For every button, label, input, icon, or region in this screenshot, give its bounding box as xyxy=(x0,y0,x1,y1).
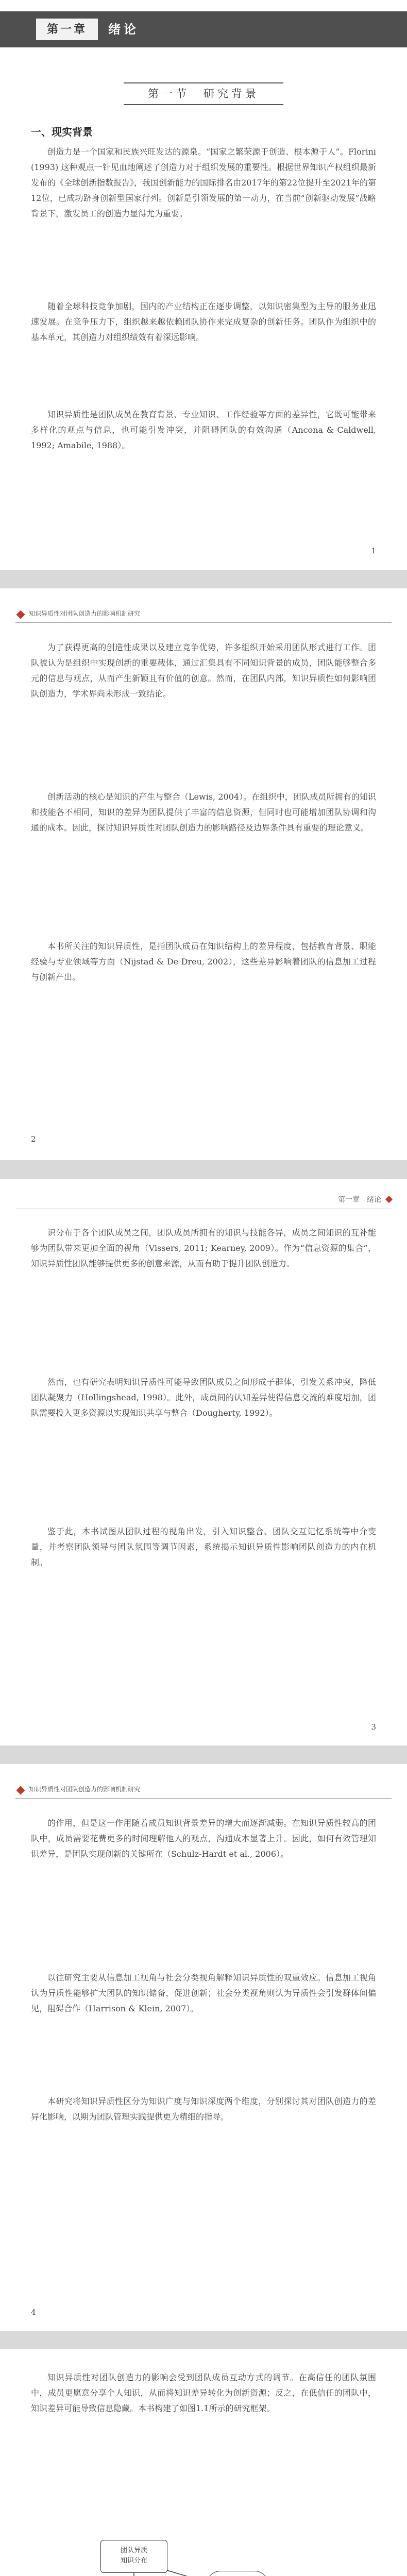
chapter-title: 绪论 xyxy=(108,22,139,37)
paragraph: 创造力是一个国家和民族兴旺发达的源泉。“国家之繁荣源于创造、根本源于人”。Florini (1993) 这种观点一针见血地阐述了创造力对于组织发展的重要性。根据世界知识产权组织最新发布的《全球创新指数报告》，我国创新能力的国际排名由2017年的第22位提升至2021年的第12位，已成功跻身创新型国家行列。创新是引领发展的第一动力，在当前“创新驱动发展”战略背景下，激发员工的创造力显得尤为重要。 xyxy=(31,147,376,218)
paragraph: 鉴于此，本书试图从团队过程的视角出发，引入知识整合、团队交互记忆系统等中介变量，并考察团队领导与团队氛围等调节因素，系统揭示知识异质性影响团队创造力的内在机制。 xyxy=(31,1527,376,1567)
page-4 xyxy=(0,1764,407,2331)
page-separator xyxy=(0,1745,407,1764)
paragraph: 的作用，但是这一作用随着成员知识背景差异的增大而逐渐减弱。在知识异质性较高的团队中，成员需要花费更多的时间理解他人的观点，沟通成本显著上升。因此，如何有效管理知识差异，是团队实现创新的关键所在（Schulz-Hardt et al., 2006）。 xyxy=(31,1818,376,1859)
subheading: 一、现实背景 xyxy=(31,126,93,138)
page-5 xyxy=(0,2349,407,2576)
paragraph: 以往研究主要从信息加工视角与社会分类视角解释知识异质性的双重效应。信息加工视角认为异质性能够扩大团队的知识储备，促进创新；社会分类视角则认为异质性会引发群体间偏见，阻碍合作（Harrison & Klein, 2007）。 xyxy=(31,1973,376,2013)
diagram-node-distribution: 团队异质 知识分布 xyxy=(100,2540,167,2573)
chapter-banner xyxy=(0,11,407,47)
concept-diagram-lines xyxy=(0,2504,407,2576)
paragraph: 识分布于各个团队成员之间，团队成员所拥有的知识与技能各异，成员之间知识的互补能够为团队带来更加全面的视角（Vissers, 2011; Kearney, 2009）。作为“信息资源的集合”，知识异质性团队能够提供更多的创意来源，从而有助于提升团队创造力。 xyxy=(31,1228,376,1268)
paragraph: 创新活动的核心是知识的产生与整合（Lewis, 2004）。在组织中，团队成员所拥有的知识和技能各不相同，知识的差异为团队提供了丰富的信息资源，但同时也可能增加团队协调和沟通的成本。因此，探讨知识异质性对团队创造力的影响路径及边界条件具有重要的理论意义。 xyxy=(31,792,376,833)
diamond-icon xyxy=(16,1786,25,1795)
page-number: 3 xyxy=(371,1722,376,1732)
paragraph: 随着全球科技竞争加剧，国内的产业结构正在逐步调整，以知识密集型为主导的服务业迅速发展。在竞争压力下，组织越来越依赖团队协作来完成复杂的创新任务。团队作为组织中的基本单元，其创造力对组织绩效有着深远影响。 xyxy=(31,301,376,342)
paragraph: 知识异质性是团队成员在教育背景、专业知识、工作经验等方面的差异性，它既可能带来多样化的观点与信息，也可能引发冲突，并阻碍团队的有效沟通（Ancona & Caldwell, 1992; Amabile, 1988）。 xyxy=(31,410,376,450)
diamond-icon xyxy=(16,611,25,619)
diamond-icon xyxy=(385,1196,393,1203)
paragraph: 然而，也有研究表明知识异质性可能导致团队成员之间形成子群体，引发关系冲突，降低团队凝聚力（Hollingshead, 1998）。此外，成员间的认知差异使得信息交流的难度增加，团队需要投入更多资源以实现知识共享与整合（Dougherty, 1992）。 xyxy=(31,1377,376,1418)
paragraph: 本书所关注的知识异质性，是指团队成员在知识结构上的差异程度，包括教育背景、职能经验与专业领域等方面（Nijstad & De Dreu, 2002），这些差异影响着团队的信息加工过程与创新产出。 xyxy=(31,941,376,982)
page-separator xyxy=(0,1160,407,1179)
paragraph: 为了获得更高的创造性成果以及建立竞争优势，许多组织开始采用团队形式进行工作。团队被认为是组织中实现创新的重要载体，通过汇集具有不同知识背景的成员，团队能够整合多元的信息与观点，从而产生新颖且有价值的创意。然而，在团队内部，知识异质性如何影响团队创造力，学术界尚未形成一致结论。 xyxy=(31,642,376,699)
page-separator xyxy=(0,2331,407,2349)
paragraph: 本研究将知识异质性区分为知识广度与知识深度两个维度，分别探讨其对团队创造力的差异化影响，以期为团队管理实践提供更为精细的指导。 xyxy=(31,2096,376,2122)
page-3 xyxy=(0,1179,407,1745)
page-separator xyxy=(0,570,407,588)
page-number: 2 xyxy=(31,1134,36,1144)
page-number: 4 xyxy=(31,2308,36,2317)
page-1 xyxy=(0,0,407,570)
running-header: 知识异质性对团队创造力的影响机制研究 xyxy=(15,609,392,623)
page-2 xyxy=(0,588,407,1160)
running-header-right: 第一章 绪论 xyxy=(338,1194,392,1205)
diagram-node-share xyxy=(206,2571,269,2576)
chapter-label: 第一章 xyxy=(36,19,98,40)
paragraph: 知识异质性对团队创造力的影响会受到团队成员互动方式的调节。在高信任的团队氛围中，成员更愿意分享个人知识，从而将知识差异转化为创新资源；反之，在低信任的团队中，知识差异可能导致信息隐藏。本书构建了如图1.1所示的研究框架。 xyxy=(31,2372,376,2413)
running-header: 知识异质性对团队创造力的影响机制研究 xyxy=(15,1785,392,1799)
page-number: 1 xyxy=(371,546,376,555)
section-title: 第一节 研究背景 xyxy=(124,82,283,105)
